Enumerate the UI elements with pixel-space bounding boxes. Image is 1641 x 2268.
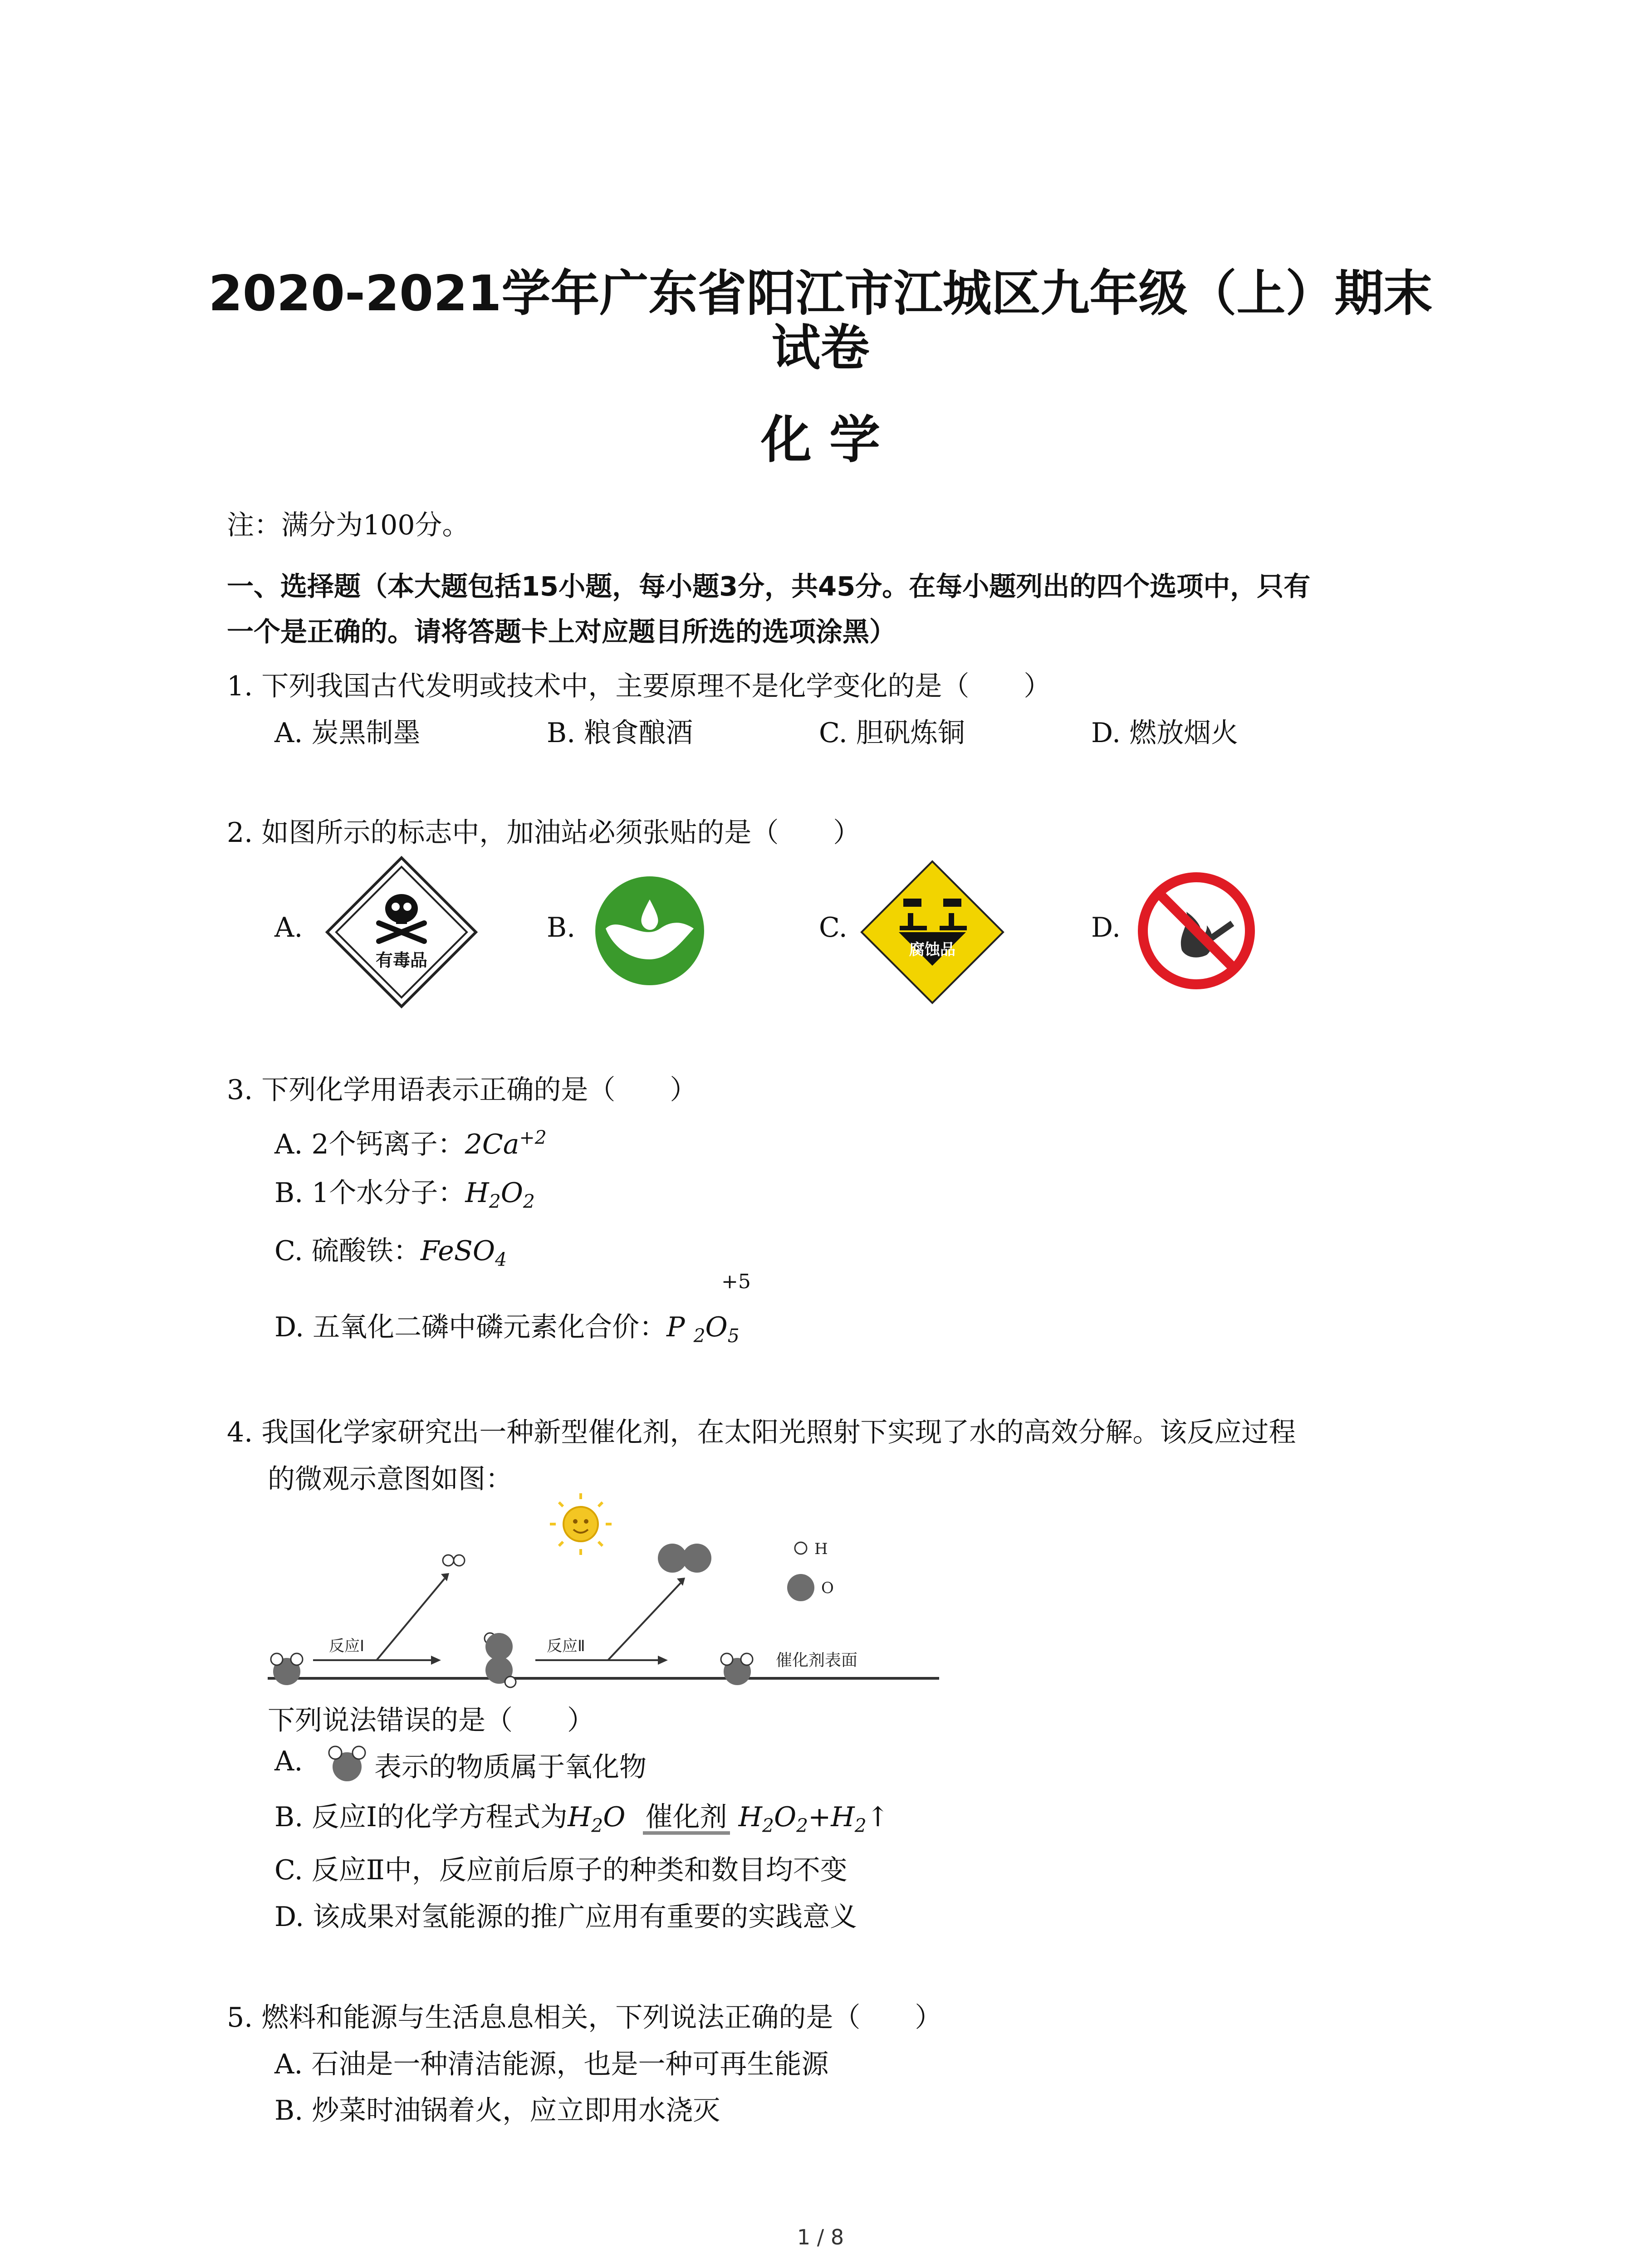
- calcium-ion-formula: 2Ca: [465, 1129, 519, 1160]
- score-note: 注：满分为100分。: [227, 509, 470, 541]
- water-formula-o: O: [500, 1177, 523, 1209]
- question-1-option-c: C. 胆矾炼铜: [819, 717, 965, 749]
- section-heading-line2: 一个是正确的。请将答题卡上对应题目所选的选项涂黑）: [227, 616, 896, 647]
- water-saving-sign-icon: [592, 873, 708, 989]
- question-4-option-a: 表示的物质属于氧化物: [374, 1751, 647, 1783]
- water-formula-h: H: [465, 1177, 489, 1209]
- question-4-option-c: C. 反应Ⅱ中，反应前后原子的种类和数目均不变: [274, 1854, 847, 1886]
- question-1-option-b: B. 粮食酿酒: [547, 717, 693, 749]
- page-number: 1 / 8: [797, 2225, 844, 2249]
- reaction-1-label: 反应Ⅰ: [329, 1637, 365, 1655]
- catalyst-surface-label: 催化剂表面: [776, 1651, 858, 1670]
- iron-sulfate-formula: FeSO: [420, 1235, 495, 1267]
- product1-o: O: [774, 1801, 797, 1833]
- phosphorus-formula-p: P: [666, 1311, 685, 1343]
- reaction-micro-diagram: [263, 1497, 944, 1696]
- question-3-option-a: [274, 1123, 547, 1162]
- page-title-line2: 试卷: [771, 320, 870, 376]
- question-4-stem-line2: 的微观示意图如图：: [268, 1463, 513, 1495]
- question-3-option-b-text: B. 1个水分子：: [274, 1177, 465, 1209]
- catalyst-condition: 催化剂: [643, 1803, 730, 1834]
- product2-sub: 2: [854, 1815, 867, 1837]
- reactant-sub: 2: [591, 1815, 603, 1837]
- sun-icon: [550, 1493, 612, 1555]
- question-2-stem: 2. 如图所示的标志中，加油站必须张贴的是（ ）: [227, 817, 861, 849]
- question-4-option-b: [274, 1795, 889, 1837]
- phosphorus-formula-sub1: 2: [693, 1325, 705, 1347]
- question-3-stem: 3. 下列化学用语表示正确的是（ ）: [227, 1074, 697, 1106]
- reactant-h: H: [567, 1801, 592, 1833]
- reactant-o: O: [603, 1801, 626, 1833]
- question-4-sub-stem: 下列说法错误的是（ ）: [268, 1705, 594, 1736]
- question-3-option-a-text: A. 2个钙离子：: [274, 1129, 465, 1160]
- legend-h-label: H: [814, 1540, 828, 1558]
- question-3-option-c-text: C. 硫酸铁：: [274, 1235, 421, 1267]
- question-1-option-a: A. 炭黑制墨: [274, 717, 421, 749]
- product1-h: H: [738, 1801, 762, 1833]
- legend-o-label: O: [821, 1579, 834, 1597]
- question-5-option-a: A. 石油是一种清洁能源，也是一种可再生能源: [274, 2048, 829, 2080]
- question-2-label-d: D.: [1091, 912, 1121, 943]
- question-3-option-d: [274, 1305, 740, 1347]
- phosphorus-formula-o: O: [705, 1311, 728, 1343]
- subject-heading: 化 学: [761, 411, 880, 469]
- reaction-2-label: 反应Ⅱ: [547, 1637, 585, 1655]
- product1-sub2: 2: [796, 1815, 808, 1837]
- question-4-option-a-label: A.: [274, 1745, 303, 1777]
- calcium-ion-charge: +2: [519, 1127, 547, 1149]
- question-5-stem: 5. 燃料和能源与生活息息相关，下列说法正确的是（ ）: [227, 2002, 942, 2033]
- valence-label: +5: [721, 1270, 751, 1293]
- toxic-sign-icon: [324, 855, 479, 1009]
- question-4-stem-line1: 4. 我国化学家研究出一种新型催化剂，在太阳光照射下实现了水的高效分解。该反应过程: [227, 1417, 1296, 1448]
- section-heading-line1: 一、选择题（本大题包括15小题，每小题3分，共45分。在每小题列出的四个选项中，只有: [227, 571, 1311, 602]
- toxic-sign-label: 有毒品: [375, 950, 428, 970]
- question-4-option-b-text: B. 反应Ⅰ的化学方程式为: [274, 1801, 568, 1833]
- corrosive-sign-label: 腐蚀品: [909, 941, 955, 959]
- phosphorus-formula-sub2: 5: [727, 1325, 740, 1347]
- question-4-option-d: D. 该成果对氢能源的推广应用有重要的实践意义: [274, 1901, 857, 1933]
- question-5-option-b: B. 炒菜时油锅着火，应立即用水浇灭: [274, 2095, 720, 2126]
- question-2-label-c: C.: [819, 912, 847, 943]
- no-fire-sign-icon: [1136, 871, 1257, 991]
- water-molecule-icon: [324, 1742, 370, 1783]
- question-3-option-b: [274, 1171, 535, 1212]
- question-3-option-d-text: D. 五氧化二磷中磷元素化合价：: [274, 1311, 667, 1343]
- product1-sub1: 2: [762, 1815, 774, 1837]
- gas-arrow: ↑: [866, 1801, 889, 1833]
- corrosive-sign-icon: [860, 860, 1005, 1005]
- question-1-stem: 1. 下列我国古代发明或技术中，主要原理不是化学变化的是（ ）: [227, 670, 1051, 702]
- product2-h: +H: [808, 1801, 855, 1833]
- water-formula-sub2: 2: [523, 1191, 535, 1212]
- question-1-option-d: D. 燃放烟火: [1091, 717, 1239, 749]
- question-2-label-b: B.: [547, 912, 576, 943]
- water-formula-sub1: 2: [489, 1191, 501, 1212]
- page-title-line1: 2020-2021学年广东省阳江市江城区九年级（上）期末: [208, 265, 1433, 322]
- question-2-label-a: A.: [274, 912, 303, 943]
- iron-sulfate-sub: 4: [495, 1249, 507, 1271]
- question-3-option-c: [274, 1229, 507, 1271]
